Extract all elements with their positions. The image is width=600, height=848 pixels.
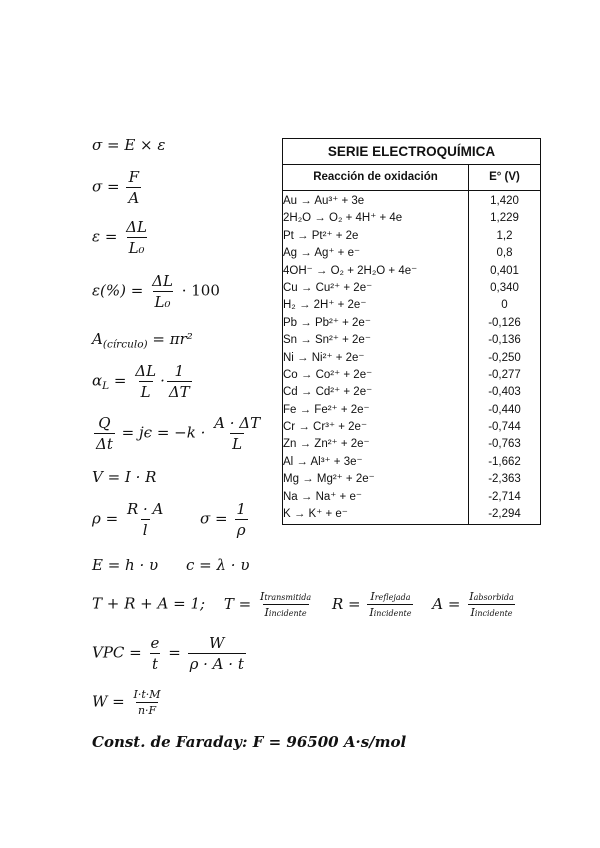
thermal-expansion-formula: $\alpha_L$ = $\frac{\Delta L}{L}$ · $\frac{1}{\Delta T}$: [92, 362, 190, 401]
strain-percent-formula: ε(%) = $\frac{\Delta L}{\text{L₀}}$ · 100: [92, 272, 220, 311]
reaction-cell: Al → Al³⁺ + 3e⁻: [283, 455, 363, 468]
faraday-mass-formula: W = $\frac{I\cdot t\cdot M}{n\cdot F}$: [92, 688, 161, 717]
reaction-cell: Mg → Mg²⁺ + 2e⁻: [283, 473, 375, 486]
reaction-cell: 2H₂O → O₂ + 4H⁺ + 4e: [283, 212, 403, 225]
reaction-cell: Au → Au³⁺ + 3e: [283, 195, 365, 207]
optics-formula: T + R + A = 1; T = $\frac{\text{Itransmitida}}{\text{Iincidente}}$ R = $\frac{\text{Ireflejada}}{\text{Iincidente}}$ A = $\frac{\text{Iabsorbida}}{\text{Iincidente}}$: [92, 590, 514, 619]
reaction-cell: Cd → Cd²⁺ + 2e⁻: [283, 386, 373, 399]
potential-cell: 0,401: [490, 264, 519, 277]
conductivity-formula: σ = $\frac{1}{\rho}$: [200, 500, 246, 539]
potential-cell: -0,440: [488, 403, 521, 416]
potential-cell: -2,363: [488, 473, 521, 486]
reaction-cell: Pb → Pb²⁺ + 2e⁻: [283, 316, 371, 329]
potential-cell: -0,744: [488, 421, 521, 434]
potential-cell: 1,2: [496, 229, 513, 242]
light-speed-formula: c = λ · υ: [186, 556, 250, 574]
column-header-potential: E° (V): [468, 165, 540, 190]
reaction-cell: Zn → Zn²⁺ + 2e⁻: [283, 438, 370, 451]
table-body: [283, 191, 540, 524]
potential-cell: -2,294: [488, 508, 521, 521]
reaction-column: [283, 191, 468, 524]
potential-cell: 0,8: [496, 247, 513, 260]
stress-formula: σ = E × ε: [92, 136, 166, 154]
reaction-cell: 4OH⁻ → O₂ + 2H₂O + 4e⁻: [283, 264, 418, 277]
vpc-formula: VPC = $\frac{e}{t}$ = $\frac{W}{\rho \cdot A \cdot t}$: [92, 634, 244, 673]
reaction-cell: Cr → Cr³⁺ + 2e⁻: [283, 421, 368, 434]
strain-formula: ε = $\frac{\Delta L}{\text{L₀}}$: [92, 218, 147, 257]
reaction-cell: Fe → Fe²⁺ + 2e⁻: [283, 403, 370, 416]
potential-cell: -0,250: [488, 351, 521, 364]
potential-cell: -0,126: [488, 316, 521, 329]
faraday-constant: Const. de Faraday: F = 96500 A·s/mol: [92, 733, 407, 751]
reaction-cell: Ni → Ni²⁺ + 2e⁻: [283, 351, 365, 364]
reaction-cell: Co → Co²⁺ + 2e⁻: [283, 368, 373, 381]
electrochemical-series-table: [282, 138, 541, 525]
potential-cell: -0,763: [488, 438, 521, 451]
circle-area-formula: $A_{(círculo)} = \pi r^2$: [92, 330, 193, 351]
reaction-cell: Ag → Ag⁺ + e⁻: [283, 247, 361, 260]
potential-cell: -0,403: [488, 386, 521, 399]
column-header-reaction: Reacción de oxidación: [313, 171, 438, 183]
ohm-law-formula: V = I · R: [92, 468, 157, 486]
photon-energy-formula: E = h · υ: [92, 556, 159, 574]
potential-cell: -0,277: [488, 368, 521, 381]
potential-column: [468, 191, 540, 524]
heat-flux-formula: $\frac{Q}{\Delta t}$ = jϵ = −k · $\frac{A \cdot \Delta T}{L}$: [96, 414, 261, 453]
reaction-cell: K → K⁺ + e⁻: [283, 508, 348, 521]
potential-cell: 1,420: [490, 195, 519, 207]
potential-cell: -0,136: [488, 334, 521, 347]
reaction-cell: Cu → Cu²⁺ + 2e⁻: [283, 281, 373, 294]
reaction-cell: Na → Na⁺ + e⁻: [283, 490, 362, 503]
potential-cell: -2,714: [488, 490, 521, 503]
potential-cell: -1,662: [488, 455, 521, 468]
potential-cell: 0: [501, 299, 508, 312]
potential-cell: 1,229: [490, 212, 519, 225]
potential-cell: 0,340: [490, 281, 519, 294]
table-header: [283, 165, 540, 191]
reaction-cell: Pt → Pt²⁺ + 2e: [283, 229, 359, 242]
stress-force-formula: σ = $\frac{F}{A}$: [92, 168, 140, 207]
reaction-cell: H₂ → 2H⁺ + 2e⁻: [283, 299, 367, 312]
reaction-cell: Sn → Sn²⁺ + 2e⁻: [283, 334, 371, 347]
resistivity-formula: ρ = $\frac{R \cdot A}{l}$: [92, 500, 164, 539]
table-title: SERIE ELECTROQUÍMICA: [283, 139, 540, 165]
